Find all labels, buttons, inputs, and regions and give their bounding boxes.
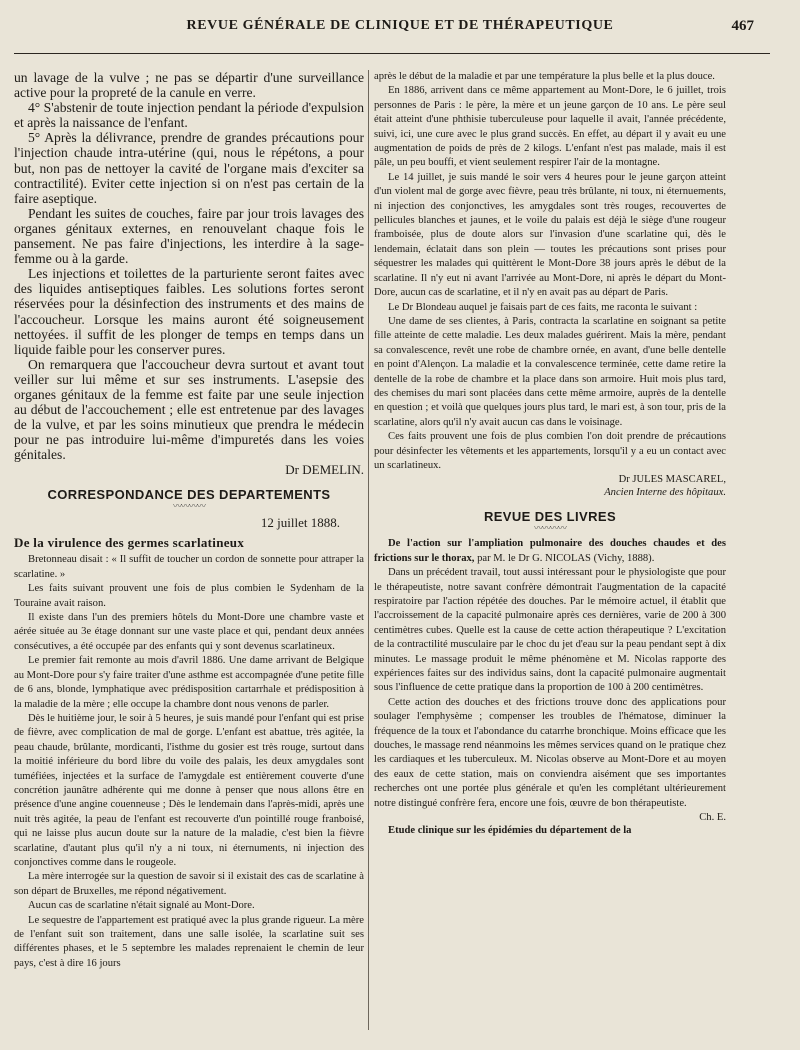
paragraph: En 1886, arrivent dans ce même appartement au Mont-Dore, le 6 juillet, trois personnes de Paris : le père, la mère et un jeune garçon de 10 ans. Le père seul était atteint d'une phthisie tuberculeuse pour laquelle il avait, l'année précédente, suivi, ici, une cure avec le plus grand succès. En effet, au départ il y avait eu une augmentation de poids de près de 2 kilogs. L'enfant n'est pas malade, mais il est pâle, un peu bouffi, et vient seulement respirer l'air de la montagne.: [374, 85, 726, 169]
paragraph: Les faits suivant prouvent une fois de plus combien le Sydenham de la Touraine avait raison.: [14, 583, 364, 609]
column-divider: [368, 70, 369, 1030]
paragraph: Aucun cas de scarlatine n'était signalé au Mont-Dore.: [28, 900, 255, 912]
author-title: Ancien Interne des hôpitaux.: [604, 487, 726, 499]
paragraph: un lavage de la vulve ; ne pas se départir d'une surveillance active pour la propreté de la canule en verre.: [14, 70, 364, 101]
author-signature: Dr DEMELIN.: [285, 462, 364, 478]
paragraph: 5° Après la délivrance, prendre de grandes précautions pour l'injection chaude intra-utérine (qui, nous le répétons, a pour but, non pas de nettoyer la cavité de l'organe mais d'exciter sa contractilité). Eviter cette injection si on n'est pas certain de la faire aseptique.: [14, 130, 364, 206]
paragraph: On remarquera que l'accoucheur devra surtout et avant tout veiller sur lui même et sur ses instruments. L'asepsie des organes génitaux de la femme est faite par une seule injection au début de l'accouchement ; elle est entretenue par des lavages de la vulve, et par les soins minutieux que prendra le médecin pour ne pas introduire lui-même d'impuretés dans les voies génitales.: [14, 356, 364, 463]
right-column: [374, 70, 726, 839]
paragraph: Le sequestre de l'appartement est pratiqué avec la plus grande rigueur. La mère de l'enfant suit son traitement, dans une salle isolée, la scarlatine suit ses différentes phases, et le 5 septembre les malades reprenaient le chemin de leur pays, c'est à dire 16 jours: [14, 914, 364, 969]
paragraph: Dans un précédent travail, tout aussi intéressant pour le physiologiste que pour le thérapeutiste, notre savant confrère démontrait l'augmentation de la capacité respiratoire par l'action répétée des douches. Par le mémoire actuel, il établit que l'accroissement de la capacité pulmonaire après ces dernières, varie de 200 à 300 centimètres cubes. Quelle est la cause de cette action thérapeutique ? L'excitation de la contractilité musculaire par le choc du jet d'eau sur la peau pendant sept à dix minutes. Le massage produit le même phénomène et M. Nicolas rapporte des expériences faites sur des individus sains, dont la capacité pulmonaire augmentait sous l'influence de cette pratique dans la proportion de 100 à 200 centimètres.: [374, 567, 726, 694]
paragraph: Il existe dans l'un des premiers hôtels du Mont-Dore une chambre vaste et aérée située au 3e étage donnant sur une vaste place et qui, pendant deux années consécutives, a été occupée par des enfants qui y sont devenus scarlatineux.: [14, 612, 364, 652]
running-title: REVUE GÉNÉRALE DE CLINIQUE ET DE THÉRAPEUTIQUE: [186, 18, 614, 33]
book-title-line: [374, 537, 726, 566]
paragraph: La mère interrogée sur la question de savoir si il existait des cas de scarlatine à son départ de Bruxelles, me répond négativement.: [14, 871, 364, 897]
book-title: De l'action sur l'ampliation pulmonaire des douches chaudes et des frictions sur le thorax,: [374, 538, 726, 564]
book-review: [374, 537, 726, 838]
article-title-text: De la virulence des germes scarlatineux: [14, 535, 245, 551]
paragraph: Pendant les suites de couches, faire par jour trois lavages des organes génitaux externes, en renouvelant chaque fois le pansement. Ne pas faire d'injections, les interdire à la sage-femme ou à la garde.: [14, 205, 364, 267]
left-column: [14, 70, 364, 971]
paragraph: Le premier fait remonte au mois d'avril 1886. Une dame arrivant de Belgique au Mont-Dore pour s'y faire traiter d'une asthme est accompagnée d'une petite fille de 6 ans, blonde, lymphatique avec prédisposition cartarrhale et prédisposition à la maladie de la mère ; elle occupe la chambre dont nous venons de parler.: [14, 655, 364, 710]
scarlatina-article: [14, 553, 364, 971]
article-title: [14, 535, 364, 550]
ornament-divider: 〰〰〰〰: [172, 501, 205, 512]
paragraph: Le Dr Blondeau auquel je faisais part de ces faits, me raconta le suivant :: [388, 301, 698, 313]
next-book-title: Etude clinique sur les épidémies du département de la: [388, 825, 632, 837]
paragraph: Cette action des douches et des frictions trouve donc des applications pour soulager l'emphysème ; compenser les troubles de l'hématose, diminuer la fréquence de la toux et l'abondance du catarrhe bronchique. Moins efficace que les douches, le massage rend néanmoins les mêmes services quand on le pratique chez les cardiaques et les tuberculeux. M. Nicolas observe au Mont-Dore et au moyen des eaux de cette station, mais on conviendra aisément que ses importantes recherches ont une portée plus générale et qu'en les complétant ultérieurement notre distingué confrère fera, encore une fois, œuvre de bon thérapeutiste.: [374, 696, 726, 809]
paragraph: Ces faits prouvent une fois de plus combien l'on doit prendre de précautions pour désinfecter les vêtements et les appartements, lorsqu'il y a eu un contact avec un scarlatineux.: [374, 431, 726, 471]
paragraph: 4° S'abstenir de toute injection pendant la période d'expulsion et après la naissance de l'enfant.: [14, 100, 364, 131]
book-author: par M. le Dr G. NICOLAS (Vichy, 1888).: [474, 552, 655, 564]
author-signature: Dr JULES MASCAREL,: [618, 474, 726, 486]
page-header: [0, 18, 800, 50]
reviewer-initials: Ch. E.: [699, 812, 726, 824]
obstetrics-article-end: [14, 70, 364, 477]
dateline: 12 juillet 1888.: [260, 515, 340, 531]
paragraph: Dès le huitième jour, le soir à 5 heures, je suis mandé pour l'enfant qui est prise de fièvre, avec complication de mal de gorge. L'enfant est abattue, très agitée, la peau chaude, brûlante, mordicanti, l'isthme du gosier est très rouge, surtout dans la moitié inférieure du bord libre du voile des palais, les deux amygdales sont tuméfiées, injectées et la surface de l'amygdale est entièrement couverte d'une concrétion jaunâtre adhérente qui me donne à penser que nous allons être en présence d'une angine couenneuse ; Dès le lendemain dans l'après-midi, après une nuit très agitée, la peau de l'enfant est recouverte d'un pointillé rouge franboisé, qui ne laisse plus aucun doute sur la nature de la maladie, c'est bien la fièvre scarlatine, d'autant plus qu'il n'y a ni toux, ni éternuments, ni injection des conjonctives comme dans le rougeole.: [14, 712, 364, 868]
ornament-divider: 〰〰〰〰: [533, 523, 566, 534]
paragraph: Une dame de ses clientes, à Paris, contracta la scarlatine en soignant sa petite fille atteinte de cette maladie. Les deux malades guérirent. Mais la mère, pendant sa convalescence, revêt une robe de chambre ornée, en avant, d'une belle dentelle en point d'Alençon. La maladie et la convalescence terminée, cette dame retire la dentelle de la robe de chambre et la place dans son armoire. Huit mois plus tard, des chemises du mari sont placées dans cette même armoire, auprès de la dentelle en question ; et voilà que quelques jours plus tard, le mari est, à son tour, pris de la scarlatine, alors qu'il n'y avait aucun cas dans le voisinage.: [374, 315, 726, 428]
next-book-title-line: [374, 824, 726, 838]
section-heading-correspondance: CORRESPONDANCE DES DEPARTEMENTS: [47, 487, 331, 503]
page-number: 467: [731, 18, 754, 34]
paragraph: Bretonneau disait : « Il suffit de toucher un cordon de sonnette pour attraper la scarlatine. »: [14, 554, 364, 580]
paragraph: Le 14 juillet, je suis mandé le soir vers 4 heures pour le jeune garçon atteint d'un violent mal de gorge avec fièvre, peau très brûlante, ni toux, ni éternuements, ni injection des conjonctives, les amygdales sont très rouges, recouvertes de pellicules blanches et jaunes, et le voile du palais est déjà le siège d'une rougeur framboisée, plus de doute alors sur l'invasion d'une scarlatine qui, dès le lendemain, éclatait dans son plein — toutes les précautions sont prises pour séquestrer les malades qui quittèrent le Mont-Dore 38 jours après le début de la scarlatine. Il n'y eut ni avant l'arrivée au Mont-Dore, ni après le départ du Mont-Dore, aucun cas de scarlatine, et il n'y en avait pas au départ de Paris.: [374, 171, 726, 299]
header-rule: [14, 53, 770, 54]
paragraph: après le début de la maladie et par une température la plus belle et la plus douce.: [374, 71, 715, 82]
paragraph: Les injections et toilettes de la parturiente seront faites avec des liquides antiseptiques faibles. Les solutions fortes seront réservées pour la désinfection des instruments et des mains de l'accoucheur. Lorsque les mains auront été soigneusement nettoyées. il suffit de les plonger de temps en temps dans un liquide faible pour les conserver pures.: [14, 266, 364, 357]
section-heading-revue-livres: REVUE DES LIVRES: [483, 509, 617, 525]
scarlatina-article-continued: [374, 70, 726, 499]
